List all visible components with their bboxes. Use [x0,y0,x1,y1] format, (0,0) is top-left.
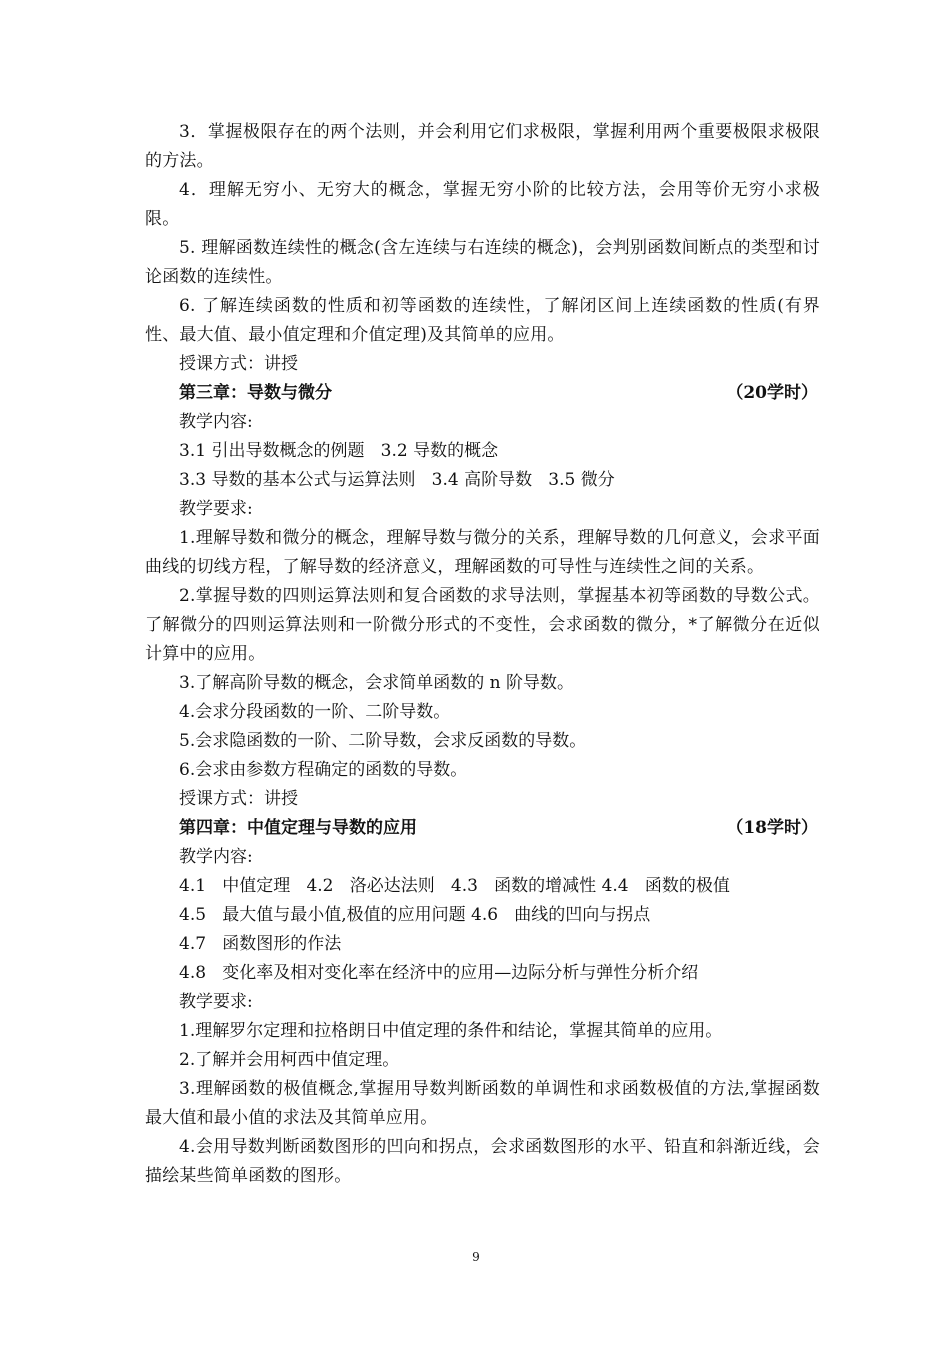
chapter4-content-line: 4.7 函数图形的作法 [179,934,342,954]
chapter4-requirement-3: 3.理解函数的极值概念,掌握用导数判断函数的单调性和求函数极值的方法,掌握函数最大值和最小值的求法及其简单应用。 [145,1079,820,1128]
chapter4-requirement-2: 2.了解并会用柯西中值定理。 [179,1050,400,1070]
chapter3-content-label: 教学内容: [179,412,253,432]
limits-requirement-6: 6. 了解连续函数的性质和初等函数的连续性，了解闭区间上连续函数的性质(有界性、最大值、最小值定理和介值定理)及其简单的应用。 [145,296,820,345]
chapter4-requirement-1: 1.理解罗尔定理和拉格朗日中值定理的条件和结论，掌握其简单的应用。 [179,1021,723,1041]
chapter3-requirement-2: 2.掌握导数的四则运算法则和复合函数的求导法则，掌握基本初等函数的导数公式。了解微分的四则运算法则和一阶微分形式的不变性，会求函数的微分，*了解微分在近似计算中的应用。 [145,586,820,664]
chapter3-heading [145,379,820,408]
chapter3-requirement-6: 6.会求由参数方程确定的函数的导数。 [179,760,468,780]
chapter4-content-line: 4.1 中值定理 4.2 洛必达法则 4.3 函数的增减性 4.4 函数的极值 [179,876,730,896]
page-content [145,118,820,1191]
chapter3-teaching-method: 授课方式：讲授 [179,789,298,809]
chapter4-requirement-4: 4.会用导数判断函数图形的凹向和拐点，会求函数图形的水平、铅直和斜渐近线，会描绘某些简单函数的图形。 [145,1137,820,1186]
limits-teaching-method: 授课方式：讲授 [179,354,298,374]
chapter3-requirements-label: 教学要求: [179,499,253,519]
chapter4-content-label: 教学内容: [179,847,253,867]
chapter4-title: 第四章：中值定理与导数的应用 [179,818,417,838]
page-number: 9 [472,1250,480,1264]
chapter4-content-line: 4.5 最大值与最小值,极值的应用问题 4.6 曲线的凹向与拐点 [179,905,651,925]
chapter3-content-line: 3.1 引出导数概念的例题 3.2 导数的概念 [179,441,499,461]
chapter3-hours: （20学时） [726,383,818,403]
chapter3-requirement-4: 4.会求分段函数的一阶、二阶导数。 [179,702,451,722]
chapter4-content-line: 4.8 变化率及相对变化率在经济中的应用—边际分析与弹性分析介绍 [179,963,699,983]
chapter3-requirement-5: 5.会求隐函数的一阶、二阶导数，会求反函数的导数。 [179,731,587,751]
chapter3-title: 第三章：导数与微分 [179,383,332,403]
limits-requirement-4: 4．理解无穷小、无穷大的概念，掌握无穷小阶的比较方法，会用等价无穷小求极限。 [145,180,820,229]
chapter4-hours: （18学时） [726,818,818,838]
chapter3-requirement-1: 1.理解导数和微分的概念，理解导数与微分的关系，理解导数的几何意义，会求平面曲线的切线方程，了解导数的经济意义，理解函数的可导性与连续性之间的关系。 [145,528,820,577]
chapter4-requirements-label: 教学要求: [179,992,253,1012]
limits-requirement-3: 3．掌握极限存在的两个法则，并会利用它们求极限，掌握利用两个重要极限求极限的方法。 [145,122,820,171]
chapter4-heading [145,814,820,843]
chapter3-content-line: 3.3 导数的基本公式与运算法则 3.4 高阶导数 3.5 微分 [179,470,615,490]
chapter3-requirement-3: 3.了解高阶导数的概念，会求简单函数的 n 阶导数。 [179,673,574,693]
limits-requirement-5: 5. 理解函数连续性的概念(含左连续与右连续的概念)，会判别函数间断点的类型和讨论函数的连续性。 [145,238,820,287]
